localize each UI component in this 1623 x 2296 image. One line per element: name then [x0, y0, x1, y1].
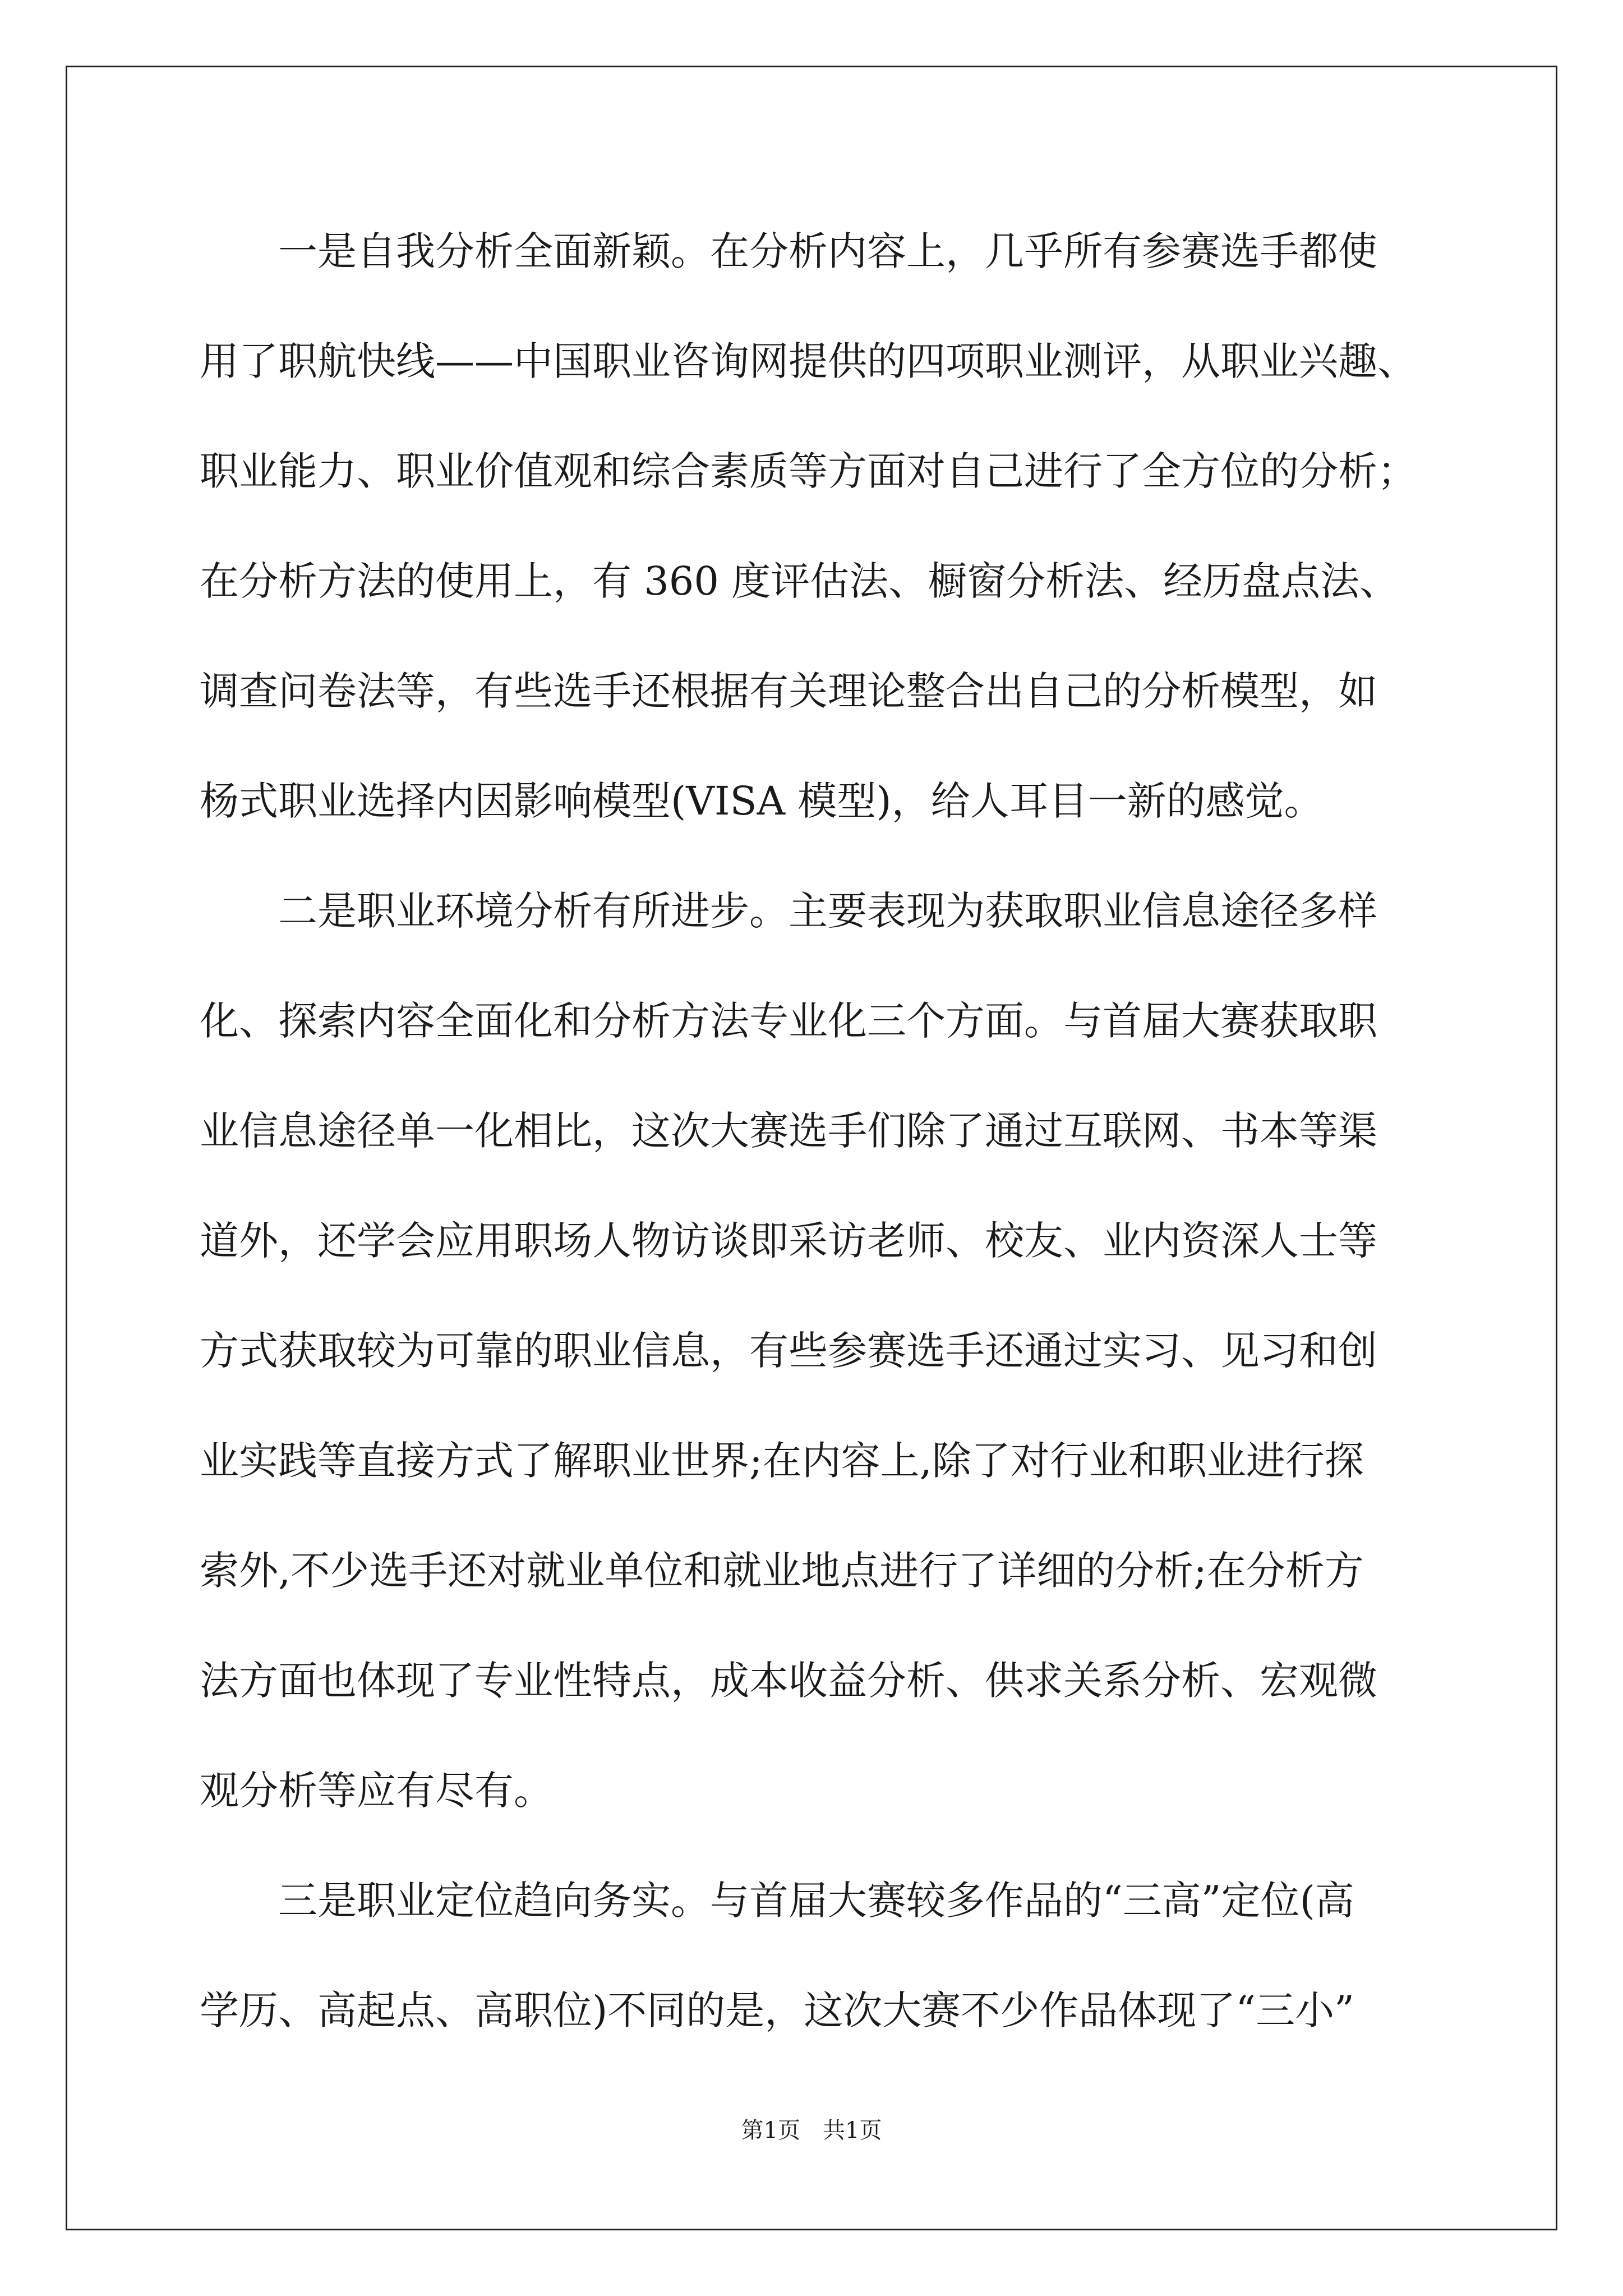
paragraph-3-line-2: 学历、高起点、高职位)不同的是，这次大赛不少作品体现了“三小”	[200, 1987, 1354, 2033]
paragraph-2-line-5: 方式获取较为可靠的职业信息，有些参赛选手还通过实习、见习和创	[200, 1328, 1377, 1374]
paragraph-2-line-8: 法方面也体现了专业性特点，成本收益分析、供求关系分析、宏观微	[200, 1658, 1377, 1704]
paragraph-2-line-2: 化、探索内容全面化和分析方法专业化三个方面。与首届大赛获取职	[200, 998, 1377, 1044]
paragraph-1-line-4: 在分析方法的使用上，有 360 度评估法、橱窗分析法、经历盘点法、	[200, 558, 1399, 604]
paragraph-1-line-6: 杨式职业选择内因影响模型(VISA 模型)，给人耳目一新的感觉。	[200, 778, 1324, 824]
page-number-footer: 第1页 共1页	[741, 2118, 882, 2143]
paragraph-1-line-1: 一是自我分析全面新颖。在分析内容上，几乎所有参赛选手都使	[200, 228, 1377, 274]
paragraph-2-line-7: 索外,不少选手还对就业单位和就业地点进行了详细的分析;在分析方	[200, 1548, 1364, 1594]
paragraph-1-line-5: 调查问卷法等，有些选手还根据有关理论整合出自己的分析模型，如	[200, 668, 1377, 714]
paragraph-3-line-1: 三是职业定位趋向务实。与首届大赛较多作品的“三高”定位(高	[200, 1878, 1354, 1924]
paragraph-1-line-2: 用了职航快线——中国职业咨询网提供的四项职业测评，从职业兴趣、	[200, 338, 1417, 384]
paragraph-1-line-3: 职业能力、职业价值观和综合素质等方面对自己进行了全方位的分析；	[200, 448, 1417, 494]
paragraph-2-line-4: 道外，还学会应用职场人物访谈即采访老师、校友、业内资深人士等	[200, 1218, 1377, 1264]
paragraph-2-line-3: 业信息途径单一化相比，这次大赛选手们除了通过互联网、书本等渠	[200, 1108, 1377, 1154]
paragraph-2-line-9: 观分析等应有尽有。	[200, 1768, 553, 1814]
paragraph-2-line-1: 二是职业环境分析有所进步。主要表现为获取职业信息途径多样	[200, 888, 1377, 934]
paragraph-2-line-6: 业实践等直接方式了解职业世界;在内容上,除了对行业和职业进行探	[200, 1438, 1364, 1484]
